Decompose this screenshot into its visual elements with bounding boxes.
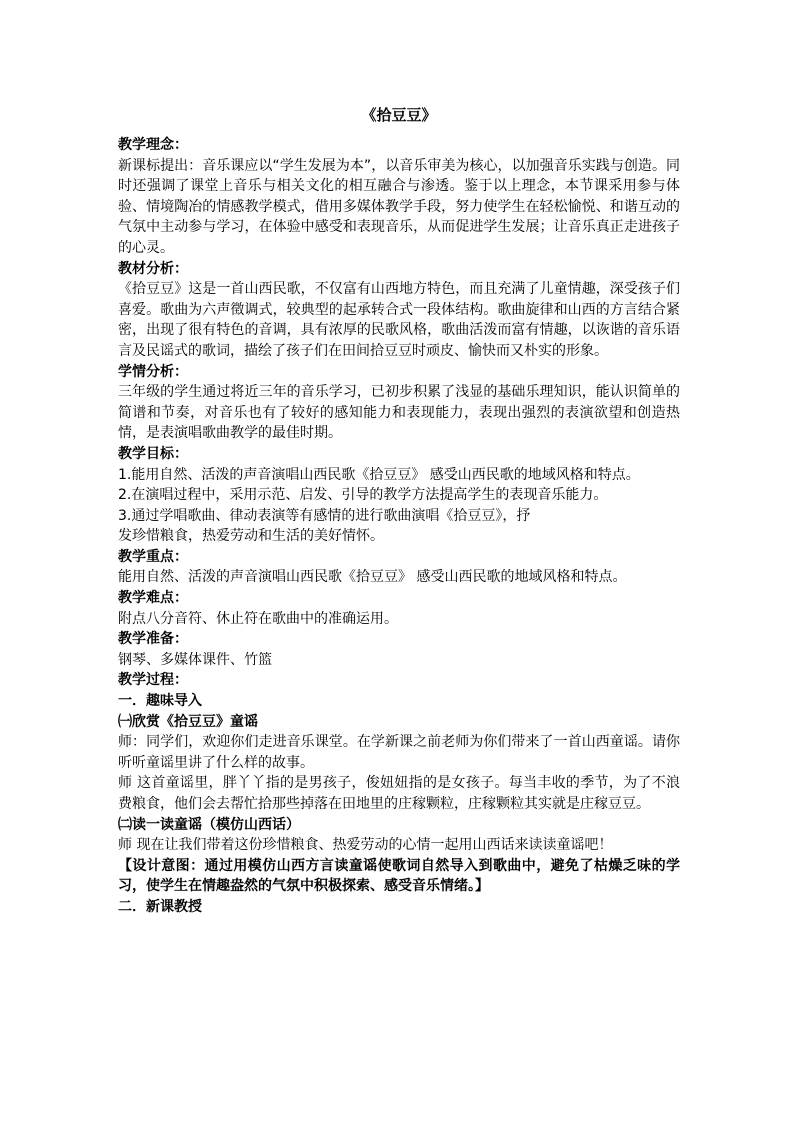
section-heading: 教学过程： xyxy=(118,672,188,689)
paragraph: 附点八分音符、休止符在歌曲中的准确运用。 xyxy=(118,610,398,627)
paragraph: 师 现在让我们带着这份珍惜粮食、热爱劳动的心情一起用山西话来读读童谣吧！ xyxy=(118,837,613,854)
paragraph: 师 这首童谣里，胖丫丫指的是男孩子，俊妞妞指的是女孩子。每当丰收的季节，为了不浪费粮食，他们会去帮忙拾那些掉落在田地里的庄稼颗粒，庄稼颗粒其实就是庄稼豆豆。 xyxy=(118,775,680,812)
paragraph: 三年级的学生通过将近三年的音乐学习，已初步积累了浅显的基础乐理知识，能认识简单的简谱和节奏，对音乐也有了较好的感知能力和表现能力，表现出强烈的表演欲望和创造热情，是表演唱歌曲教学的最佳时期。 xyxy=(118,384,680,442)
subsection-heading: ㈠欣赏《拾豆豆》童谣 xyxy=(118,713,258,730)
document-title: 《拾豆豆》 xyxy=(361,106,437,124)
paragraph: 3.通过学唱歌曲、律动表演等有感情的进行歌曲演唱《拾豆豆》，抒 xyxy=(118,507,531,524)
paragraph: 师：同学们，欢迎你们走进音乐课堂。在学新课之前老师为你们带来了一首山西童谣。请你听听童谣里讲了什么样的故事。 xyxy=(118,734,680,771)
paragraph: 钢琴、多媒体课件、竹篮 xyxy=(118,651,272,668)
paragraph: 发珍惜粮食，热爱劳动和生活的美好情怀。 xyxy=(118,528,384,545)
design-intent-note: 【设计意图：通过用模仿山西方言读童谣使歌词自然导入到歌曲中，避免了枯燥乏味的学习，使学生在情趣盎然的气氛中积极探索、感受音乐情绪。】 xyxy=(118,857,680,895)
paragraph: 能用自然、活泼的声音演唱山西民歌《拾豆豆》 感受山西民歌的地域风格和特点。 xyxy=(118,569,627,586)
section-heading: 教材分析： xyxy=(118,260,188,277)
section-heading: 二．新课教授 xyxy=(118,898,202,915)
document-body xyxy=(118,135,680,918)
section-heading: 教学重点： xyxy=(118,548,188,565)
paragraph: 《拾豆豆》这是一首山西民歌，不仅富有山西地方特色，而且充满了儿童情趣，深受孩子们喜爱。歌曲为六声徵调式，较典型的起承转合式一段体结构。歌曲旋律和山西的方言结合紧密，出现了很有特色的音调，具有浓厚的民歌风格，歌曲活泼而富有情趣，以诙谐的音乐语言及民谣式的歌词，描绘了孩子们在田间拾豆豆时顽皮、愉快而又朴实的形象。 xyxy=(118,281,680,359)
section-heading: 教学准备： xyxy=(118,631,188,648)
paragraph: 2.在演唱过程中，采用示范、启发、引导的教学方法提高学生的表现音乐能力。 xyxy=(118,487,608,504)
subsection-heading: ㈡读一读童谣（模仿山西话） xyxy=(118,816,300,833)
section-heading: 教学目标： xyxy=(118,445,188,462)
paragraph: 1.能用自然、活泼的声音演唱山西民歌《拾豆豆》 感受山西民歌的地域风格和特点。 xyxy=(118,466,640,483)
section-heading: 学情分析： xyxy=(118,363,188,380)
paragraph: 新课标提出：音乐课应以“学生发展为本”，以音乐审美为核心，以加强音乐实践与创造。同时还强调了课堂上音乐与相关文化的相互融合与渗透。鉴于以上理念，本节课采用参与体验、情境陶冶的情感教学模式，借用多媒体教学手段，努力使学生在轻松愉悦、和谐互动的气氛中主动参与学习，在体验中感受和表现音乐，从而促进学生发展；让音乐真正走进孩子的心灵。 xyxy=(118,157,680,256)
section-heading: 教学理念： xyxy=(118,137,188,153)
section-heading: 教学难点： xyxy=(118,590,188,607)
subsection-heading: 一．趣味导入 xyxy=(118,693,202,710)
